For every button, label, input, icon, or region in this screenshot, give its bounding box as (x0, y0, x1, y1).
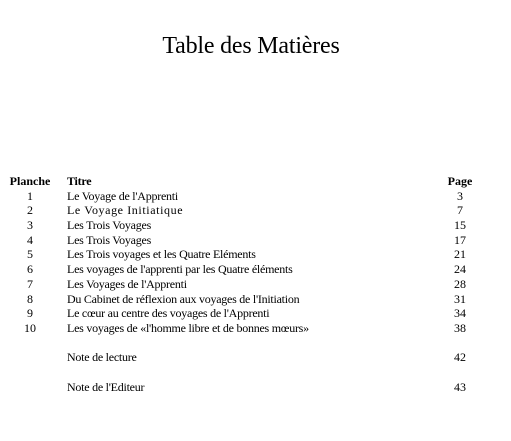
entry-title: Les voyages de l'apprenti par les Quatre éléments (67, 262, 293, 277)
toc-row (0, 321, 511, 336)
entry-page: 17 (454, 232, 466, 247)
entry-title: Le cœur au centre des voyages de l'Apprenti (67, 306, 270, 321)
entry-page: 38 (454, 320, 466, 335)
toc-row (0, 292, 511, 307)
header-page: Page (447, 174, 473, 188)
toc-row (0, 262, 511, 277)
entry-number: 9 (27, 306, 33, 321)
entry-page: 34 (454, 306, 466, 321)
toc-row (0, 203, 511, 218)
entry-number: 3 (27, 218, 33, 233)
toc-row (0, 233, 511, 248)
entry-title: Les voyages de «l'homme libre et de bonnes mœurs» (67, 320, 309, 335)
entry-number: 2 (27, 203, 33, 218)
page-title: Table des Matières (162, 33, 340, 59)
entry-title: Les Trois voyages et les Quatre Eléments (67, 247, 256, 262)
header-titre: Titre (67, 174, 92, 188)
extra-title: Note de l'Editeur (67, 379, 145, 394)
toc-row (0, 247, 511, 262)
entry-number: 4 (27, 232, 33, 247)
entry-title: Les Trois Voyages (67, 232, 151, 247)
entry-number: 7 (27, 276, 33, 291)
entry-title: Le Voyage de l'Apprenti (67, 188, 178, 203)
toc-row (0, 306, 511, 321)
entry-page: 15 (454, 218, 466, 233)
toc-extra-row (0, 350, 511, 365)
toc-row (0, 218, 511, 233)
toc-header-row (0, 174, 511, 189)
extra-title: Note de lecture (67, 350, 137, 365)
entry-page: 24 (454, 262, 466, 277)
extra-page: 43 (454, 379, 466, 394)
header-planche: Planche (9, 174, 51, 188)
entry-number: 10 (24, 320, 36, 335)
toc-row (0, 189, 511, 204)
entry-number: 1 (27, 188, 33, 203)
toc-row (0, 277, 511, 292)
entry-title: Les Voyages de l'Apprenti (67, 276, 187, 291)
entry-page: 7 (457, 203, 463, 218)
entry-page: 3 (457, 188, 463, 203)
spacer (0, 365, 511, 380)
entry-number: 6 (27, 262, 33, 277)
entry-page: 31 (454, 291, 466, 306)
table-of-contents (0, 174, 511, 394)
entry-title: Du Cabinet de réflexion aux voyages de l'Initiation (67, 291, 300, 306)
entry-number: 5 (27, 247, 33, 262)
extra-page: 42 (454, 350, 466, 365)
entry-number: 8 (27, 291, 33, 306)
entry-title: Le Voyage Initiatique (67, 203, 184, 218)
entry-page: 28 (454, 276, 466, 291)
spacer (0, 336, 511, 351)
entry-page: 21 (454, 247, 466, 262)
toc-extra-row (0, 380, 511, 395)
entry-title: Les Trois Voyages (67, 218, 151, 233)
